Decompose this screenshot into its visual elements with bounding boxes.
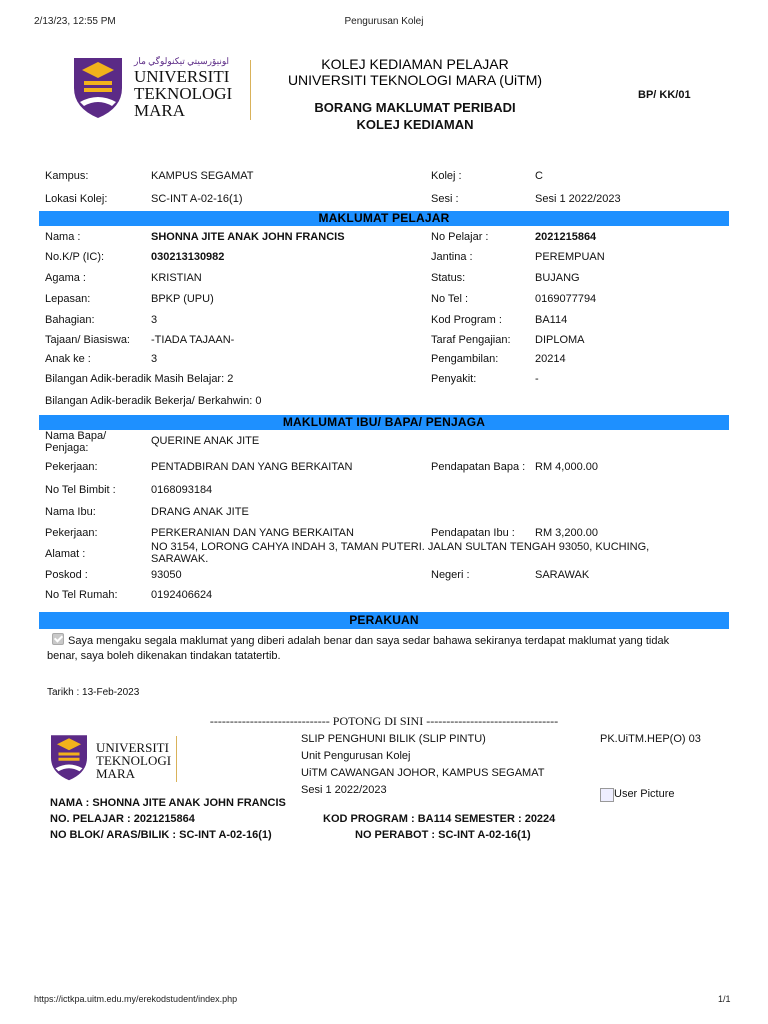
slip-kodprogram: KOD PROGRAM : BA114 SEMESTER : 20224 (323, 813, 556, 825)
poskod-label: Poskod : (45, 569, 88, 581)
adik-belajar: Bilangan Adik-beradik Masih Belajar: 2 (45, 373, 234, 385)
pengambilan-value: 20214 (535, 353, 566, 365)
pekerjaan-bapa-label: Pekerjaan: (45, 461, 98, 473)
agama-label: Agama : (45, 272, 86, 284)
jantina-label: Jantina : (431, 251, 473, 263)
pendapatan-bapa-value: RM 4,000.00 (535, 461, 598, 473)
logo-line2: TEKNOLOGI (134, 84, 233, 103)
sesi-label: Sesi : (431, 193, 459, 205)
uitm-logo: ﺍﻮﻧﻴﯚﺭﺳﻴﺘﻲ ﺗﻴﻜﻨﻮﻟﻮﮔﻲ ﻣﺎﺭ UNIVERSITI TEKNOLOGI MARA (70, 54, 255, 122)
slip-logo-line3: MARA (96, 766, 136, 781)
sesi-value: Sesi 1 2022/2023 (535, 193, 621, 205)
ibu-label: Nama Ibu: (45, 506, 96, 518)
nokp-label: No.K/P (IC): (45, 251, 105, 263)
perakuan-line2: benar, saya boleh dikenakan tindakan tatatertib. (47, 650, 281, 662)
print-datetime: 2/13/23, 12:55 PM (34, 16, 116, 27)
notel-label: No Tel : (431, 293, 469, 305)
kampus-value: KAMPUS SEGAMAT (151, 170, 254, 182)
poskod-value: 93050 (151, 569, 182, 581)
lepasan-value: BPKP (UPU) (151, 293, 214, 305)
negeri-label: Negeri : (431, 569, 470, 581)
slip-sesi: Sesi 1 2022/2023 (301, 784, 387, 796)
kolej-label: Kolej : (431, 170, 462, 182)
penyakit-label: Penyakit: (431, 373, 477, 385)
bapa-value: QUERINE ANAK JITE (151, 435, 260, 447)
uitm-crest-icon (48, 732, 90, 782)
nopelajar-label: No Pelajar : (431, 231, 489, 243)
slip-noperabot: NO PERABOT : SC-INT A-02-16(1) (355, 829, 531, 841)
section-penjaga: MAKLUMAT IBU/ BAPA/ PENJAGA (39, 415, 729, 430)
uitm-crest-icon (70, 54, 126, 120)
kampus-label: Kampus: (45, 170, 89, 182)
bahagian-label: Bahagian: (45, 314, 95, 326)
form-title-2: KOLEJ KEDIAMAN (356, 117, 474, 132)
bahagian-value: 3 (151, 314, 158, 326)
alamat-value: NO 3154, LORONG CAHYA INDAH 3, TAMAN PUTERI. JALAN SULTAN TENGAH 93050, KUCHING, SARAWAK. (151, 541, 650, 565)
jantina-value: PEREMPUAN (535, 251, 605, 263)
user-picture-icon (600, 788, 614, 802)
nama-label: Nama : (45, 231, 81, 243)
telrumah-value: 0192406624 (151, 589, 213, 601)
perakuan-checkbox[interactable] (52, 633, 64, 645)
kodprogram-value: BA114 (535, 314, 568, 326)
status-value: BUJANG (535, 272, 580, 284)
slip-nopelajar: NO. PELAJAR : 2021215864 (50, 813, 195, 825)
section-perakuan: PERAKUAN (39, 612, 729, 629)
slip-cawangan: UiTM CAWANGAN JOHOR, KAMPUS SEGAMAT (301, 767, 545, 779)
slip-code: PK.UiTM.HEP(O) 03 (600, 733, 701, 745)
alamat-label: Alamat : (45, 548, 86, 560)
slip-unit: Unit Pengurusan Kolej (301, 750, 411, 762)
tajaan-value: -TIADA TAJAAN- (151, 334, 235, 346)
negeri-value: SARAWAK (535, 569, 590, 581)
ibu-value: DRANG ANAK JITE (151, 506, 249, 518)
tajaan-label: Tajaan/ Biasiswa: (45, 334, 130, 346)
bimbit-value: 0168093184 (151, 484, 213, 496)
form-code: BP/ KK/01 (638, 89, 691, 101)
kolej-value: C (535, 170, 543, 182)
print-page-number: 1/1 (718, 994, 731, 1004)
taraf-label: Taraf Pengajian: (431, 334, 511, 346)
org-name-2: UNIVERSITI TEKNOLOGI MARA (UiTM) (287, 72, 543, 88)
lepasan-label: Lepasan: (45, 293, 91, 305)
section-pelajar: MAKLUMAT PELAJAR (39, 211, 729, 226)
perakuan-line1: Saya mengaku segala maklumat yang diberi adalah benar dan saya sedar bahawa sekiranya terdapat maklumat yang tidak (68, 635, 670, 647)
bimbit-label: No Tel Bimbit : (45, 484, 116, 496)
nopelajar-value: 2021215864 (535, 231, 597, 243)
slip-title: SLIP PENGHUNI BILIK (SLIP PINTU) (301, 733, 486, 745)
anakke-label: Anak ke : (45, 353, 91, 365)
penyakit-value: - (535, 373, 539, 385)
pekerjaan-bapa-value: PENTADBIRAN DAN YANG BERKAITAN (151, 461, 353, 473)
pendapatan-ibu-label: Pendapatan Ibu : (431, 527, 515, 539)
status-label: Status: (431, 272, 466, 284)
anakke-value: 3 (151, 353, 158, 365)
pengambilan-label: Pengambilan: (431, 353, 499, 365)
taraf-value: DIPLOMA (535, 334, 585, 346)
print-url[interactable]: https://ictkpa.uitm.edu.my/erekodstudent/index.php (34, 994, 238, 1004)
lokasi-value: SC-INT A-02-16(1) (151, 193, 243, 205)
bapa-label: Nama Bapa/ Penjaga: (45, 430, 107, 454)
slip-nama: NAMA : SHONNA JITE ANAK JOHN FRANCIS (50, 797, 286, 809)
agama-value: KRISTIAN (151, 272, 202, 284)
pendapatan-bapa-label: Pendapatan Bapa : (431, 461, 526, 473)
cut-line: ------------------------------ POTONG DI SINI --------------------------------- (209, 714, 559, 728)
nokp-value: 030213130982 (151, 251, 225, 263)
notel-value: 0169077794 (535, 293, 597, 305)
logo-line1: UNIVERSITI (134, 67, 230, 86)
lokasi-label: Lokasi Kolej: (45, 193, 108, 205)
slip-uitm-logo (48, 732, 178, 784)
slip-logo-line1: UNIVERSITI (96, 740, 169, 755)
nama-value: SHONNA JITE ANAK JOHN FRANCIS (151, 231, 345, 243)
adik-bekerja: Bilangan Adik-beradik Bekerja/ Berkahwin: 0 (45, 395, 262, 407)
pekerjaan-ibu-value: PERKERANIAN DAN YANG BERKAITAN (151, 527, 354, 539)
pekerjaan-ibu-label: Pekerjaan: (45, 527, 98, 539)
pendapatan-ibu-value: RM 3,200.00 (535, 527, 598, 539)
slip-logo-line2: TEKNOLOGI (96, 753, 172, 768)
telrumah-label: No Tel Rumah: (45, 589, 118, 601)
kodprogram-label: Kod Program : (431, 314, 502, 326)
user-picture-alt: User Picture (614, 788, 675, 800)
form-title-1: BORANG MAKLUMAT PERIBADI (314, 100, 516, 115)
print-title: Pengurusan Kolej (344, 16, 424, 27)
slip-noblok: NO BLOK/ ARAS/BILIK : SC-INT A-02-16(1) (50, 829, 272, 841)
tarikh: Tarikh : 13-Feb-2023 (47, 687, 140, 698)
org-name-1: KOLEJ KEDIAMAN PELAJAR (321, 56, 509, 72)
logo-line3: MARA (134, 101, 186, 120)
